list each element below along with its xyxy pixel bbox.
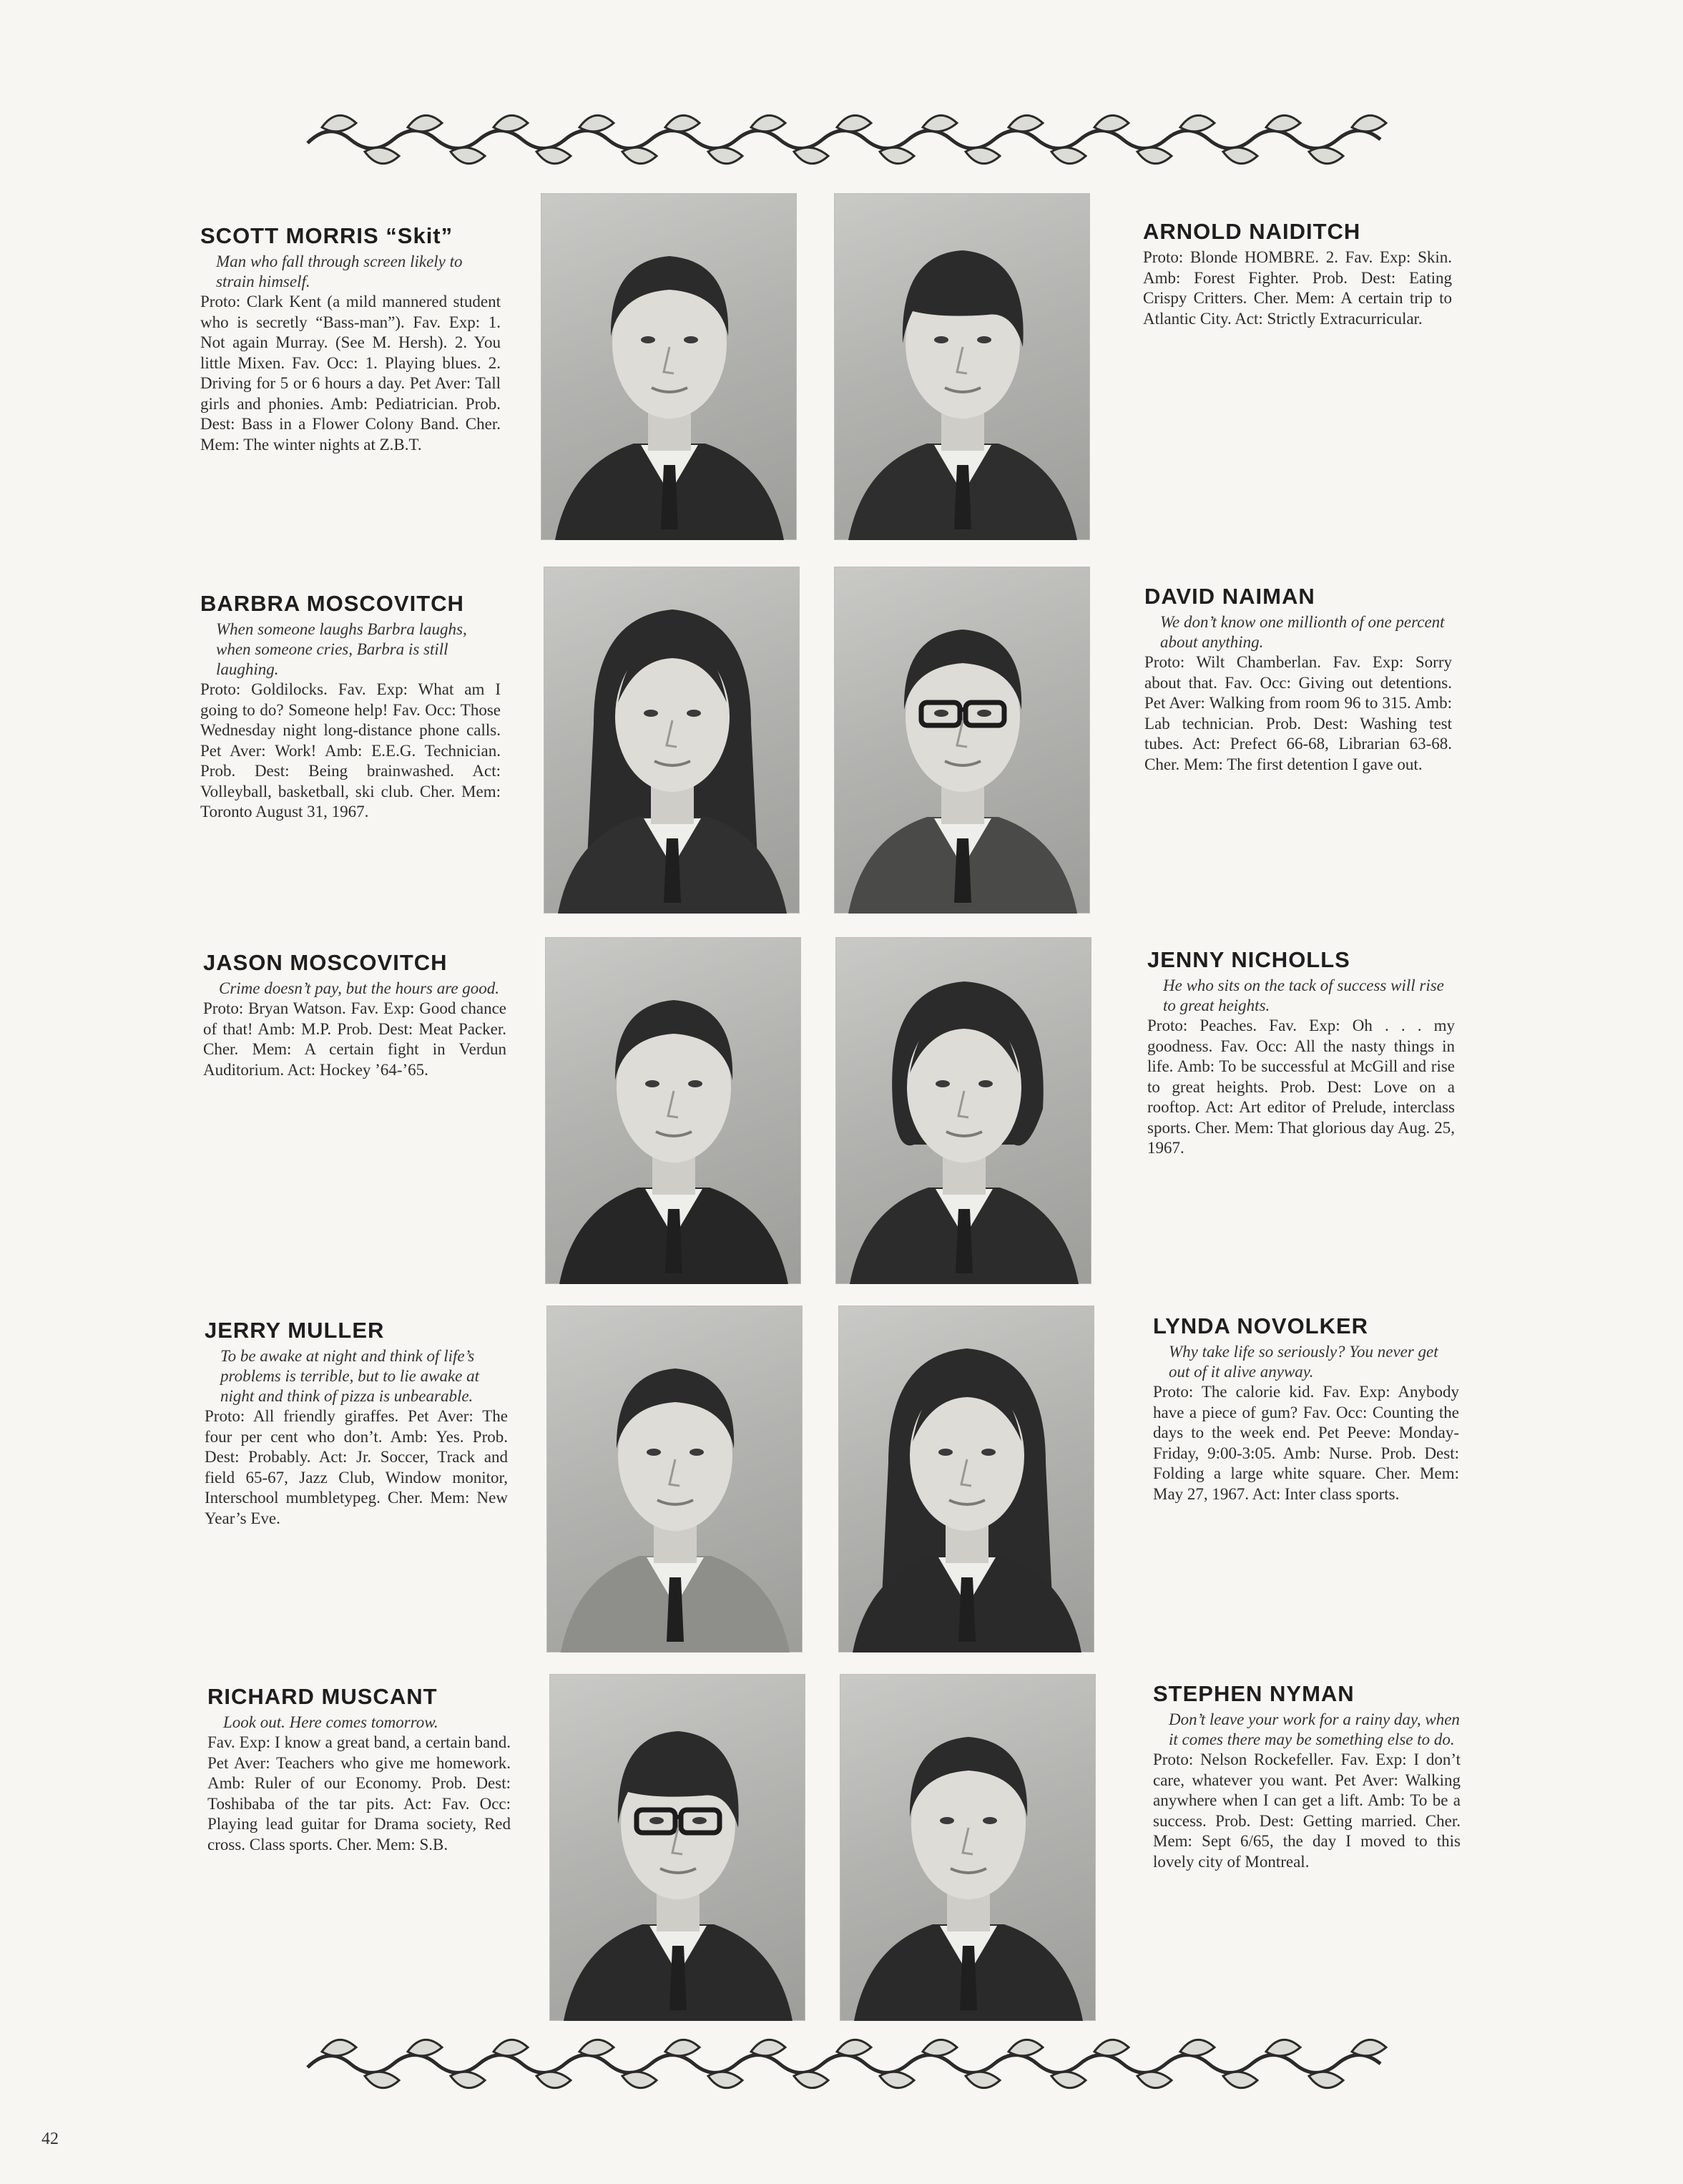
- student-bio: Proto: Goldilocks. Fav. Exp: What am I going to do? Someone help! Fav. Occ: Those Wednesday night long-distance phone calls. Pet Aver: Work! Amb: E.E.G. Technician. Prob. Dest: Being brainwashed. Act: Volleyball, basketball, ski club. Cher. Mem: Toronto August 31, 1967.: [200, 680, 501, 821]
- entry-scott-morris: [200, 223, 501, 455]
- vine-leaf-border-icon: [300, 2024, 1388, 2096]
- student-bio: Proto: Wilt Chamberlan. Fav. Exp: Sorry about that. Fav. Occ: Giving out detentions. Pet Aver: Walking from room 96 to 315. Amb: Lab technician. Prob. Dest: Washing test tubes. Act: Prefect 66-68, Librarian 63-68. Cher. Mem: The first detention I gave out.: [1144, 653, 1452, 773]
- portrait-lynda-novolker: [838, 1306, 1094, 1652]
- student-quote: Why take life so seriously? You never get out of it alive anyway.: [1169, 1343, 1438, 1381]
- student-quote: He who sits on the tack of success will rise to great heights.: [1163, 976, 1444, 1014]
- student-quote: Don’t leave your work for a rainy day, when it comes there may be something else to do.: [1169, 1710, 1460, 1748]
- student-bio: Proto: Blonde HOMBRE. 2. Fav. Exp: Skin. Amb: Forest Fighter. Prob. Dest: Eating Crispy Critters. Cher. Mem: A certain trip to Atlantic City. Act: Strictly Extracurricular.: [1143, 248, 1452, 328]
- portrait-jenny-nicholls: [835, 937, 1091, 1284]
- bottom-vine-ornament: [300, 2024, 1388, 2096]
- student-bio: Proto: Nelson Rockefeller. Fav. Exp: I don’t care, whatever you want. Pet Aver: Walking anywhere when I can get a lift. Amb: To be a success. Prob. Dest: Getting married. Cher. Mem: Sept 6/65, the day I moved to this lovely city of Montreal.: [1153, 1750, 1461, 1871]
- student-bio: Proto: Peaches. Fav. Exp: Oh . . . my goodness. Fav. Occ: All the nasty things in life. Amb: To be successful at McGill and rise to great heights. Prob. Dest: Love on a rooftop. Act: Art editor of Prelude, interclass sports. Cher. Mem: That glorious day Aug. 25, 1967.: [1147, 1017, 1455, 1157]
- portrait-jason-moscovitch: [545, 937, 801, 1284]
- entry-barbra-moscovitch: [200, 591, 501, 823]
- portrait-arnold-naiditch: [834, 193, 1090, 540]
- student-name: RICHARD MUSCANT: [207, 1684, 438, 1709]
- entry-jason-moscovitch: [203, 950, 506, 1080]
- student-name: BARBRA MOSCOVITCH: [200, 591, 464, 616]
- student-bio: Proto: The calorie kid. Fav. Exp: Anybody have a piece of gum? Fav. Occ: Counting the days to the week end. Pet Peeve: Monday-Friday, 9:00-3:05. Amb: Nurse. Prob. Dest: Folding a large white square. Cher. Mem: May 27, 1967. Act: Inter class sports.: [1153, 1383, 1459, 1503]
- entry-lynda-novolker: [1153, 1313, 1459, 1504]
- student-quote: When someone laughs Barbra laughs, when someone cries, Barbra is still laughing.: [216, 620, 467, 678]
- portrait-stephen-nyman: [840, 1674, 1096, 2021]
- student-name: ARNOLD NAIDITCH: [1143, 219, 1361, 244]
- student-quote: To be awake at night and think of life’s problems is terrible, but to lie awake at night and think of pizza is unbearable.: [220, 1347, 480, 1405]
- student-quote: Look out. Here comes tomorrow.: [223, 1713, 438, 1731]
- student-quote: We don’t know one millionth of one percent about anything.: [1160, 613, 1445, 651]
- student-bio: Proto: Bryan Watson. Fav. Exp: Good chance of that! Amb: M.P. Prob. Dest: Meat Packer. Cher. Mem: A certain fight in Verdun Auditorium. Act: Hockey ’64-’65.: [203, 999, 506, 1079]
- entry-arnold-naiditch: [1143, 219, 1452, 329]
- student-name: STEPHEN NYMAN: [1153, 1681, 1355, 1706]
- portrait-barbra-moscovitch: [544, 567, 800, 914]
- student-bio: Proto: Clark Kent (a mild mannered student who is secretly “Bass-man”). Fav. Exp: 1. Not again Murray. (See M. Hersh). 2. You little Mixen. Fav. Occ: 1. Playing blues. 2. Driving for 5 or 6 hours a day. Pet Aver: Tall girls and phonies. Amb: Pediatrician. Prob. Dest: Bass in a Flower Colony Band. Cher. Mem: The winter nights at Z.B.T.: [200, 293, 501, 454]
- entry-david-naiman: [1144, 584, 1452, 775]
- student-name: JENNY NICHOLLS: [1147, 947, 1350, 972]
- student-name: SCOTT MORRIS “Skit”: [200, 223, 453, 248]
- portrait-richard-muscant: [549, 1674, 805, 2021]
- entry-richard-muscant: [207, 1684, 511, 1855]
- student-quote: Crime doesn’t pay, but the hours are good.: [219, 979, 500, 997]
- portrait-david-naiman: [834, 567, 1090, 914]
- entry-jerry-muller: [205, 1318, 508, 1529]
- page-number: 42: [41, 2130, 59, 2148]
- vine-leaf-border-icon: [300, 100, 1388, 172]
- student-name: LYNDA NOVOLKER: [1153, 1313, 1369, 1338]
- top-vine-ornament: [300, 100, 1388, 172]
- student-quote: Man who fall through screen likely to strain himself.: [216, 253, 463, 290]
- portrait-scott-morris: [541, 193, 797, 540]
- student-name: DAVID NAIMAN: [1144, 584, 1315, 609]
- portrait-jerry-muller: [546, 1306, 803, 1652]
- entry-jenny-nicholls: [1147, 947, 1455, 1159]
- student-bio: Fav. Exp: I know a great band, a certain band. Pet Aver: Teachers who give me homework. Amb: Ruler of our Economy. Prob. Dest: Toshibaba of the tar pits. Act: Fav. Occ: Playing lead guitar for Drama society, Red cross. Class sports. Cher. Mem: S.B.: [207, 1733, 511, 1854]
- student-name: JASON MOSCOVITCH: [203, 950, 448, 975]
- entry-stephen-nyman: [1153, 1681, 1461, 1872]
- student-name: JERRY MULLER: [205, 1318, 385, 1343]
- student-bio: Proto: All friendly giraffes. Pet Aver: The four per cent who don’t. Amb: Yes. Prob. Dest: Probably. Act: Jr. Soccer, Track and field 65-67, Jazz Club, Window monitor, Interschool mumbletypeg. Cher. Mem: New Year’s Eve.: [205, 1407, 508, 1527]
